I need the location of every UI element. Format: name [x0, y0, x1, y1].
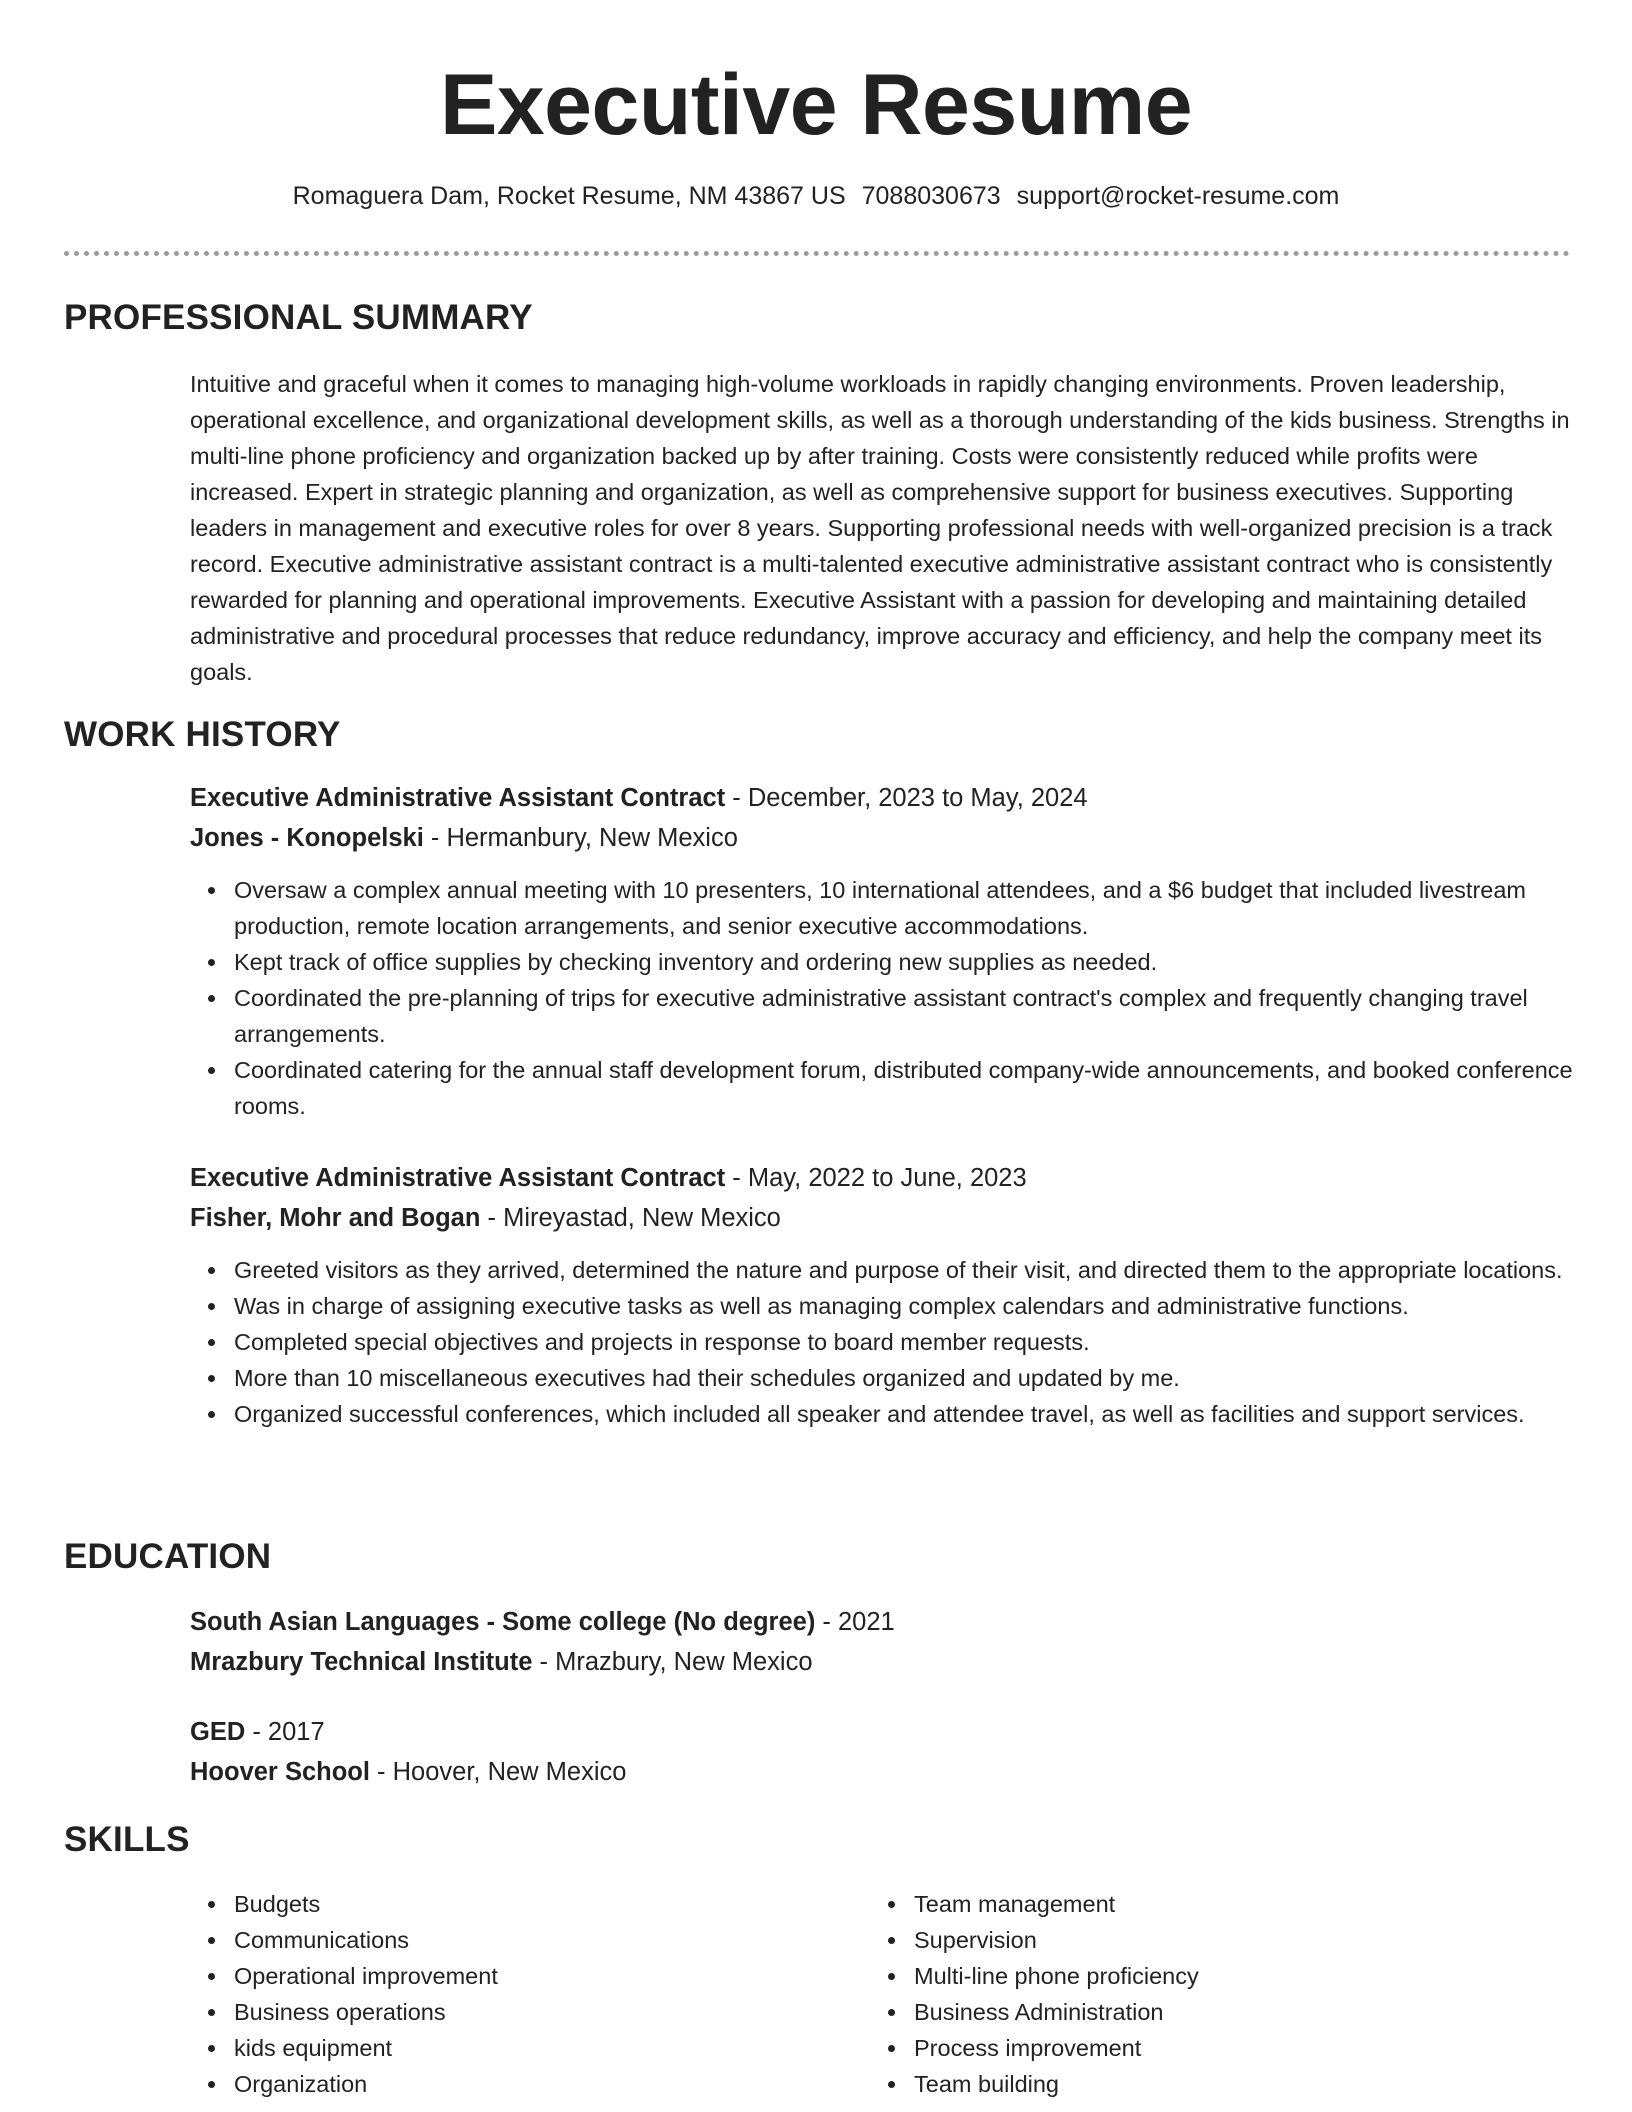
list-item: Kept track of office supplies by checking inventory and ordering new supplies as needed.: [190, 944, 1575, 980]
skills-column-right: [870, 1886, 1570, 2102]
skill-item: Supervision: [870, 1922, 1570, 1958]
skills-column-left: [190, 1886, 870, 2102]
section-title-summary: PROFESSIONAL SUMMARY: [64, 298, 533, 337]
job-1-company: Jones - Konopelski: [190, 824, 424, 852]
contact-email: support@rocket-resume.com: [1016, 182, 1340, 210]
section-title-education: EDUCATION: [64, 1537, 272, 1576]
education-1-location: - Mrazbury, New Mexico: [532, 1648, 813, 1676]
education-2-location: - Hoover, New Mexico: [369, 1758, 627, 1786]
summary-text: Intuitive and graceful when it comes to managing high-volume workloads in rapidly changing environments. Proven leadership, operational excellence, and organizational development skills, as well as a thorough understanding of the kids business. Strengths in multi-line phone proficiency and organization backed up by after training. Costs were consistently reduced while profits were increased. Expert in strategic planning and organization, as well as comprehensive support for business executives. Supporting leaders in management and executive roles for over 8 years. Supporting professional needs with well-organized precision is a track record. Executive administrative assistant contract is a multi-talented executive administrative assistant contract who is consistently rewarded for planning and operational improvements. Executive Assistant with a passion for developing and maintaining detailed administrative and procedural processes that reduce redundancy, improve accuracy and efficiency, and help the company meet its goals.: [190, 371, 1570, 685]
education-1-school: Mrazbury Technical Institute: [190, 1648, 533, 1676]
skill-item: Multi-line phone proficiency: [870, 1958, 1570, 1994]
education-1-degree: South Asian Languages - Some college (No degree): [190, 1608, 816, 1636]
list-item: Greeted visitors as they arrived, determined the nature and purpose of their visit, and directed them to the appropriate locations.: [190, 1252, 1575, 1288]
job-2-company-line: [190, 1204, 781, 1233]
list-item: More than 10 miscellaneous executives had their schedules organized and updated by me.: [190, 1360, 1575, 1396]
contact-line: [0, 182, 1632, 211]
skill-item: Team building: [870, 2066, 1570, 2102]
job-1-title-line: [190, 784, 1088, 813]
job-2-title-line: [190, 1164, 1027, 1193]
skills-list: [190, 1886, 1575, 2102]
list-item: Oversaw a complex annual meeting with 10 presenters, 10 international attendees, and a $6 budget that included livestream production, remote location arrangements, and senior executive accommodations.: [190, 872, 1575, 944]
list-item: Coordinated catering for the annual staff development forum, distributed company-wide announcements, and booked conference rooms.: [190, 1052, 1575, 1124]
list-item: Completed special objectives and projects in response to board member requests.: [190, 1324, 1575, 1360]
header-divider: [64, 251, 1570, 256]
job-2-dates: - May, 2022 to June, 2023: [725, 1164, 1027, 1192]
education-2-degree-line: [190, 1718, 325, 1747]
skill-item: Operational improvement: [190, 1958, 870, 1994]
resume-name: Executive Resume: [439, 57, 1193, 153]
education-2-year: - 2017: [245, 1718, 325, 1746]
list-item: Organized successful conferences, which included all speaker and attendee travel, as well as facilities and support services.: [190, 1396, 1575, 1432]
job-2-location: - Mireyastad, New Mexico: [480, 1204, 781, 1232]
job-1-company-line: [190, 824, 738, 853]
education-1-degree-line: [190, 1608, 895, 1637]
education-2-school-line: [190, 1758, 626, 1787]
contact-phone: 7088030673: [861, 182, 1001, 210]
skill-item: Organization: [190, 2066, 870, 2102]
skill-item: Business operations: [190, 1994, 870, 2030]
job-1-location: - Hermanbury, New Mexico: [423, 824, 738, 852]
list-item: Was in charge of assigning executive tasks as well as managing complex calendars and administrative functions.: [190, 1288, 1575, 1324]
skill-item: Business Administration: [870, 1994, 1570, 2030]
job-2-title: Executive Administrative Assistant Contract: [190, 1164, 726, 1192]
skill-item: Budgets: [190, 1886, 870, 1922]
skill-item: kids equipment: [190, 2030, 870, 2066]
skill-item: Process improvement: [870, 2030, 1570, 2066]
education-2-degree: GED: [190, 1718, 246, 1746]
job-1-dates: - December, 2023 to May, 2024: [725, 784, 1088, 812]
skill-item: Team management: [870, 1886, 1570, 1922]
job-1-bullets: [190, 872, 1575, 1124]
list-item: Coordinated the pre-planning of trips for executive administrative assistant contract's complex and frequently changing travel arrangements.: [190, 980, 1575, 1052]
education-1-school-line: [190, 1648, 813, 1677]
job-1-title: Executive Administrative Assistant Contract: [190, 784, 726, 812]
job-2-company: Fisher, Mohr and Bogan: [190, 1204, 481, 1232]
job-2-bullets: [190, 1252, 1575, 1432]
contact-address: Romaguera Dam, Rocket Resume, NM 43867 US: [292, 182, 846, 210]
education-2-school: Hoover School: [190, 1758, 370, 1786]
skill-item: Communications: [190, 1922, 870, 1958]
education-1-year: - 2021: [815, 1608, 895, 1636]
section-title-skills: SKILLS: [64, 1820, 190, 1859]
section-title-work-history: WORK HISTORY: [64, 715, 341, 754]
